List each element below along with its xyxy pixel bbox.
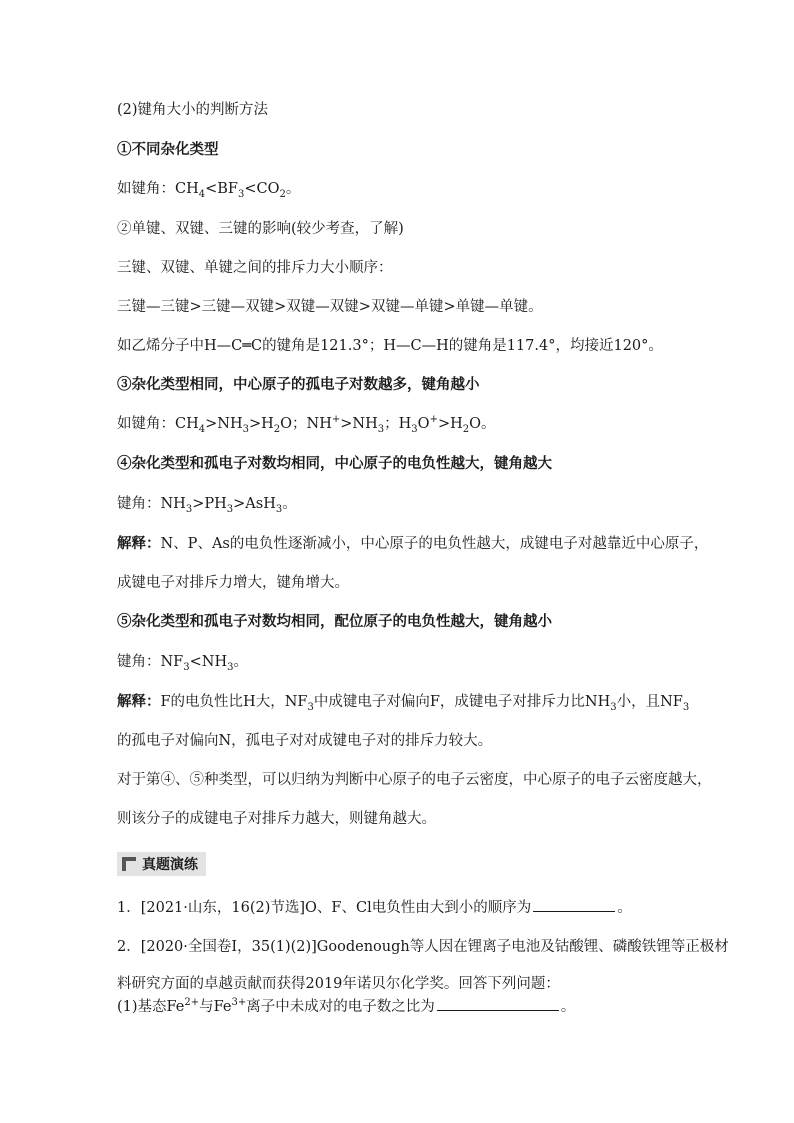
rule2-title: ②单键、双键、三键的影响(较少考查，了解) bbox=[117, 221, 404, 237]
rule4-explanation-2: 成键电子对排斥力增大，键角增大。 bbox=[117, 575, 349, 591]
answer-blank[interactable] bbox=[437, 996, 559, 1011]
question-1: 1．[2021·山东，16(2)节选]O、F、Cl电负性由大到小的顺序为 。 bbox=[117, 897, 734, 918]
rule1-example: 如键角：$CH_4<BF_3<CO_2$。 bbox=[117, 181, 301, 200]
answer-blank[interactable] bbox=[533, 897, 615, 912]
summary-line-2: 则该分子的成键电子对排斥力越大，则键角越大。 bbox=[117, 811, 436, 827]
rule5-explanation-1: 解释：F的电负性比H大，$NF_3$中成键电子对偏向F，成键电子对排斥力比$NH_3$小，且$NF_3$ bbox=[117, 693, 690, 713]
rule1-title: ①不同杂化类型 bbox=[117, 141, 219, 158]
rule4-example: 键角：$NH_3>PH_3>AsH_3$。 bbox=[117, 496, 297, 515]
summary-line-1: 对于第④、⑤种类型，可以归纳为判断中心原子的电子云密度，中心原子的电子云密度越大， bbox=[117, 772, 712, 788]
section-square-icon bbox=[122, 857, 136, 871]
rule3-example: 如键角：$CH_4>NH_3>H_2O$；$NH^+>NH_3$；$H_3O^+>H_2O$。 bbox=[117, 414, 496, 435]
section-label: 真题演练 bbox=[142, 857, 198, 873]
section-header-exam-practice bbox=[117, 852, 206, 876]
question-2-line-1: 2．[2020·全国卷Ⅰ，35(1)(2)]Goodenough等人因在锂离子电池及钴酸锂、磷酸铁锂等正极材 bbox=[117, 939, 729, 955]
rule4-title: ④杂化类型和孤电子对数均相同，中心原子的电负性越大，键角越大 bbox=[117, 455, 552, 472]
rule2-ethylene-example: 如乙烯分子中H—C═C的键角是121.3°；H—C—H的键角是117.4°，均接近120°。 bbox=[117, 338, 663, 354]
rule5-title: ⑤杂化类型和孤电子对数均相同，配位原子的电负性越大，键角越小 bbox=[117, 613, 552, 630]
heading-bond-angle-methods: (2)键角大小的判断方法 bbox=[117, 102, 269, 118]
rule2-order: 三键—三键>三键—双键>双键—双键>双键—单键>单键—单键。 bbox=[117, 299, 543, 315]
rule2-order-intro: 三键、双键、单键之间的排斥力大小顺序： bbox=[117, 260, 393, 276]
rule5-explanation-2: 的孤电子对偏向N，孤电子对对成键电子对的排斥力较大。 bbox=[117, 733, 493, 749]
rule5-example: 键角：$NF_3<NH_3$。 bbox=[117, 654, 248, 673]
question-2-sub-1: (1)基态$Fe^{2+}$与$Fe^{3+}$离子中未成对的电子数之比为 。 bbox=[117, 997, 576, 1015]
rule4-explanation-1: 解释：N、P、As的电负性逐渐减小，中心原子的电负性越大，成键电子对越靠近中心原子， bbox=[117, 535, 709, 552]
rule3-title: ③杂化类型相同，中心原子的孤电子对数越多，键角越小 bbox=[117, 376, 480, 393]
question-2-line-2: 料研究方面的卓越贡献而获得2019年诺贝尔化学奖。回答下列问题： bbox=[117, 976, 560, 992]
